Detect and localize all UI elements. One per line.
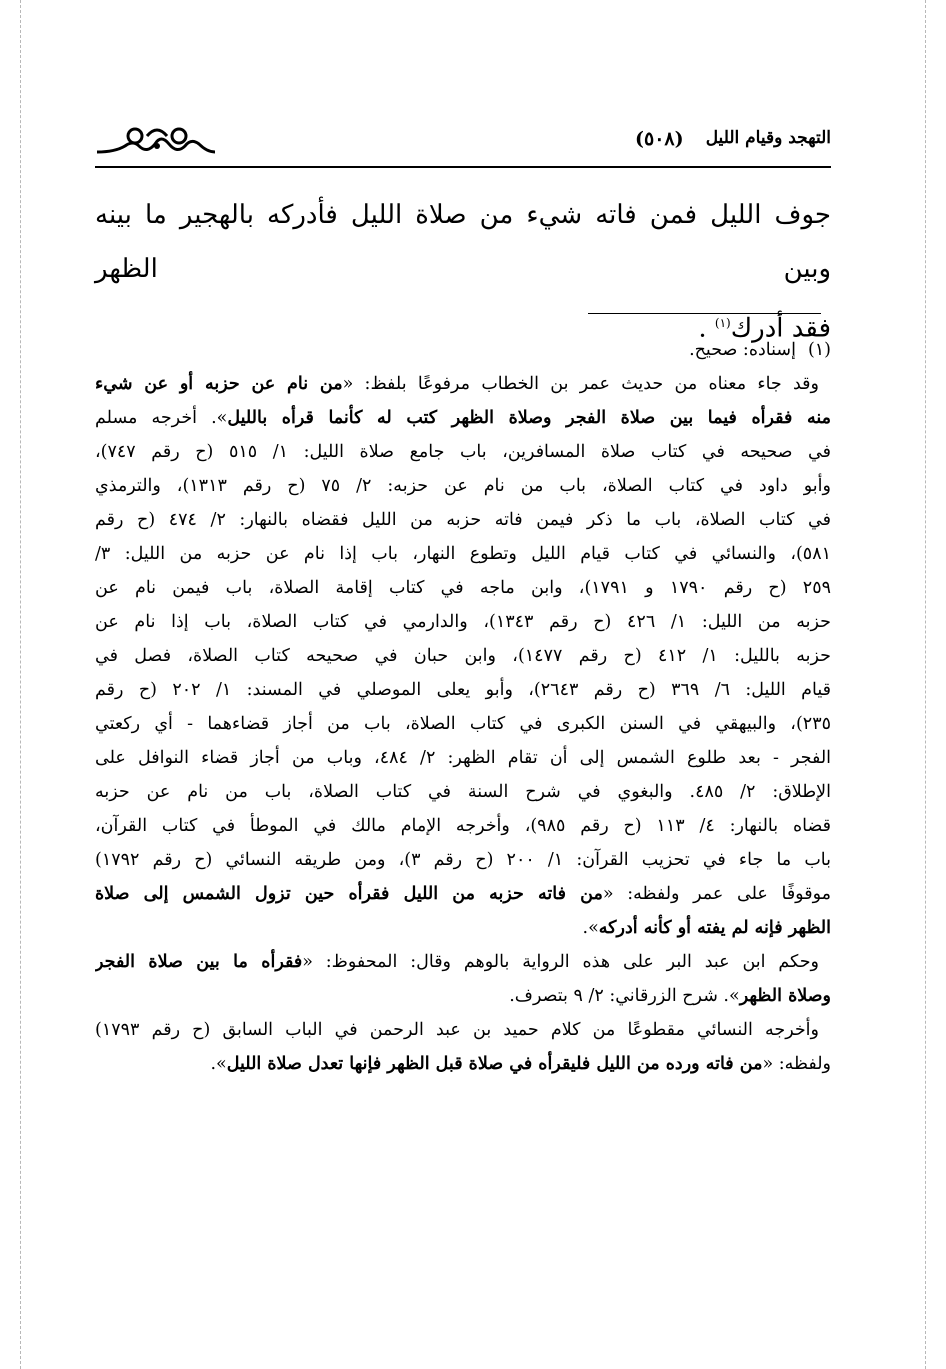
- footnote-line: [95, 367, 831, 401]
- footnote-text: وأبو داود في كتاب الصلاة، باب من نام عن حزبه: ٢/ ٧٥ (ح رقم ١٣١٣)، والترمذي: [95, 476, 831, 496]
- footnote-text: الإطلاق: ٢/ ٤٨٥. والبغوي في شرح السنة في كتاب الصلاة، باب من نام عن حزبه: [95, 782, 831, 802]
- footnote-line: [95, 911, 831, 945]
- footnote-rule: [588, 313, 821, 314]
- footnote-line: [95, 741, 831, 775]
- hadith-quote: فقرأه ما بين صلاة الفجر: [95, 952, 303, 972]
- footnote-text: وقد جاء معناه من حديث عمر بن الخطاب مرفوعًا بلفظ: «: [342, 374, 819, 394]
- footnote-line: [95, 639, 831, 673]
- footnote-first-line: [95, 333, 831, 367]
- footnote-line: [95, 775, 831, 809]
- page-header: [95, 128, 831, 168]
- footnote-text: ٥٨١)، والنسائي في كتاب قيام الليل وتطوع النهار، باب إذا نام عن حزبه من الليل: ٣/: [95, 544, 831, 564]
- hadith-quote: من نام عن حزبه أو عن شيء: [95, 374, 343, 394]
- ornament-icon: [95, 122, 217, 160]
- main-line-text: فقد أدرك: [730, 313, 831, 344]
- header-rule: [95, 166, 831, 168]
- footnote-line: [95, 707, 831, 741]
- footnote-text: موقوفًا على عمر ولفظه: «: [602, 884, 831, 904]
- footnotes: [95, 333, 831, 1081]
- footnote-line: [95, 503, 831, 537]
- footnote-line: [95, 605, 831, 639]
- footnote-line: [95, 537, 831, 571]
- margin-guide-right: [925, 0, 926, 1369]
- footnote-body: [95, 367, 831, 1081]
- footnote-line: [95, 435, 831, 469]
- footnote-line: [95, 1013, 831, 1047]
- footnote-text: قضاه بالنهار: ٤/ ١١٣ (ح رقم ٩٨٥)، وأخرجه الإمام مالك في الموطأ في كتاب القرآن،: [95, 816, 831, 836]
- footnote-line: [95, 843, 831, 877]
- footnote-text: حزبه من الليل: ١/ ٤٢٦ (ح رقم ١٣٤٣)، والدارمي في كتاب الصلاة، باب إذا نام عن: [95, 612, 831, 632]
- main-text: [95, 188, 831, 356]
- footnote-first-text: إسناده: صحيح.: [689, 340, 796, 360]
- hadith-quote: من فاته ورده من الليل فليقرأه في صلاة قبل الظهر فإنها تعدل صلاة الليل: [226, 1054, 763, 1074]
- footnote-text: وأخرجه النسائي مقطوعًا من كلام حميد بن عبد الرحمن في الباب السابق (ح رقم ١٧٩٣): [95, 1020, 819, 1040]
- footnote-text: في صحيحه في كتاب صلاة المسافرين، باب جامع صلاة الليل: ١/ ٥١٥ (ح رقم ٧٤٧)،: [95, 442, 831, 462]
- hadith-quote: وصلاة الظهر: [739, 986, 831, 1006]
- footnote-text: ». أخرجه مسلم: [95, 408, 228, 428]
- hadith-quote: الظهر فإنه لم يفته أو كأنه أدركه: [598, 918, 831, 938]
- footnote-text: في كتاب الصلاة، باب ما ذكر فيمن فاته حزبه من الليل فقضاه بالنهار: ٢/ ٤٧٤ (ح رقم: [95, 510, 831, 530]
- hadith-quote: من فاته حزبه من الليل فقرأه حين تزول الشمس إلى صلاة: [95, 884, 603, 904]
- footnote-text: ».: [210, 1054, 227, 1074]
- footnote-text: ٢٥٩ (ح رقم ١٧٩٠ و ١٧٩١)، وابن ماجه في كتاب إقامة الصلاة، باب فيمن نام عن: [95, 578, 831, 598]
- footnote-text: ».: [582, 918, 599, 938]
- footnote-line: [95, 401, 831, 435]
- footnote-line: [95, 571, 831, 605]
- footnote-text: قيام الليل: ٦/ ٣٦٩ (ح رقم ٢٦٤٣)، وأبو يعلى الموصلي في المسند: ١/ ٢٠٢ (ح رقم: [95, 680, 831, 700]
- footnote-line: [95, 979, 831, 1013]
- footnote-line: [95, 673, 831, 707]
- header-title: التهجد وقيام الليل: [705, 128, 831, 148]
- footnote-text: ٢٣٥)، والبيهقي في السنن الكبرى في كتاب الصلاة، باب من أجاز قضاءهما - أي ركعتي: [95, 714, 831, 734]
- footnote-text: حزبه بالليل: ١/ ٤١٢ (ح رقم ١٤٧٧)، وابن حبان في صحيحه كتاب الصلاة، فصل في: [95, 646, 831, 666]
- margin-guide-left: [20, 0, 21, 1369]
- footnote-line: [95, 877, 831, 911]
- footnote-text: الفجر - بعد طلوع الشمس إلى أن تقام الظهر: ٢/ ٤٨٤، وباب من أجاز قضاء النوافل على: [95, 748, 831, 768]
- footnote-text: باب ما جاء في تحزيب القرآن: ١/ ٢٠٠ (ح رقم ٣)، ومن طريقه النسائي (ح رقم ١٧٩٢): [95, 850, 831, 870]
- footnote-text: ولفظه: «: [762, 1054, 831, 1074]
- page-number: (٥٠٨): [635, 128, 684, 150]
- main-line: جوف الليل فمن فاته شيء من صلاة الليل فأدركه بالهجير ما بينه وبين الظهر: [95, 200, 831, 284]
- footnote-line: [95, 469, 831, 503]
- end-punct: .: [698, 313, 715, 344]
- footnote-line: [95, 1047, 831, 1081]
- footnote-line: [95, 945, 831, 979]
- hadith-quote: منه فقرأه فيما بين صلاة الفجر وصلاة الظهر كتب له كأنما قرأه بالليل: [227, 408, 831, 428]
- footnote-line: [95, 809, 831, 843]
- footnote-ref: (١): [714, 316, 731, 330]
- footnote-marker: (١): [807, 340, 831, 360]
- footnote-text: ». شرح الزرقاني: ٢/ ٩ بتصرف.: [509, 986, 740, 1006]
- footnote-text: وحكم ابن عبد البر على هذه الرواية بالوهم وقال: المحفوظ: «: [302, 952, 819, 972]
